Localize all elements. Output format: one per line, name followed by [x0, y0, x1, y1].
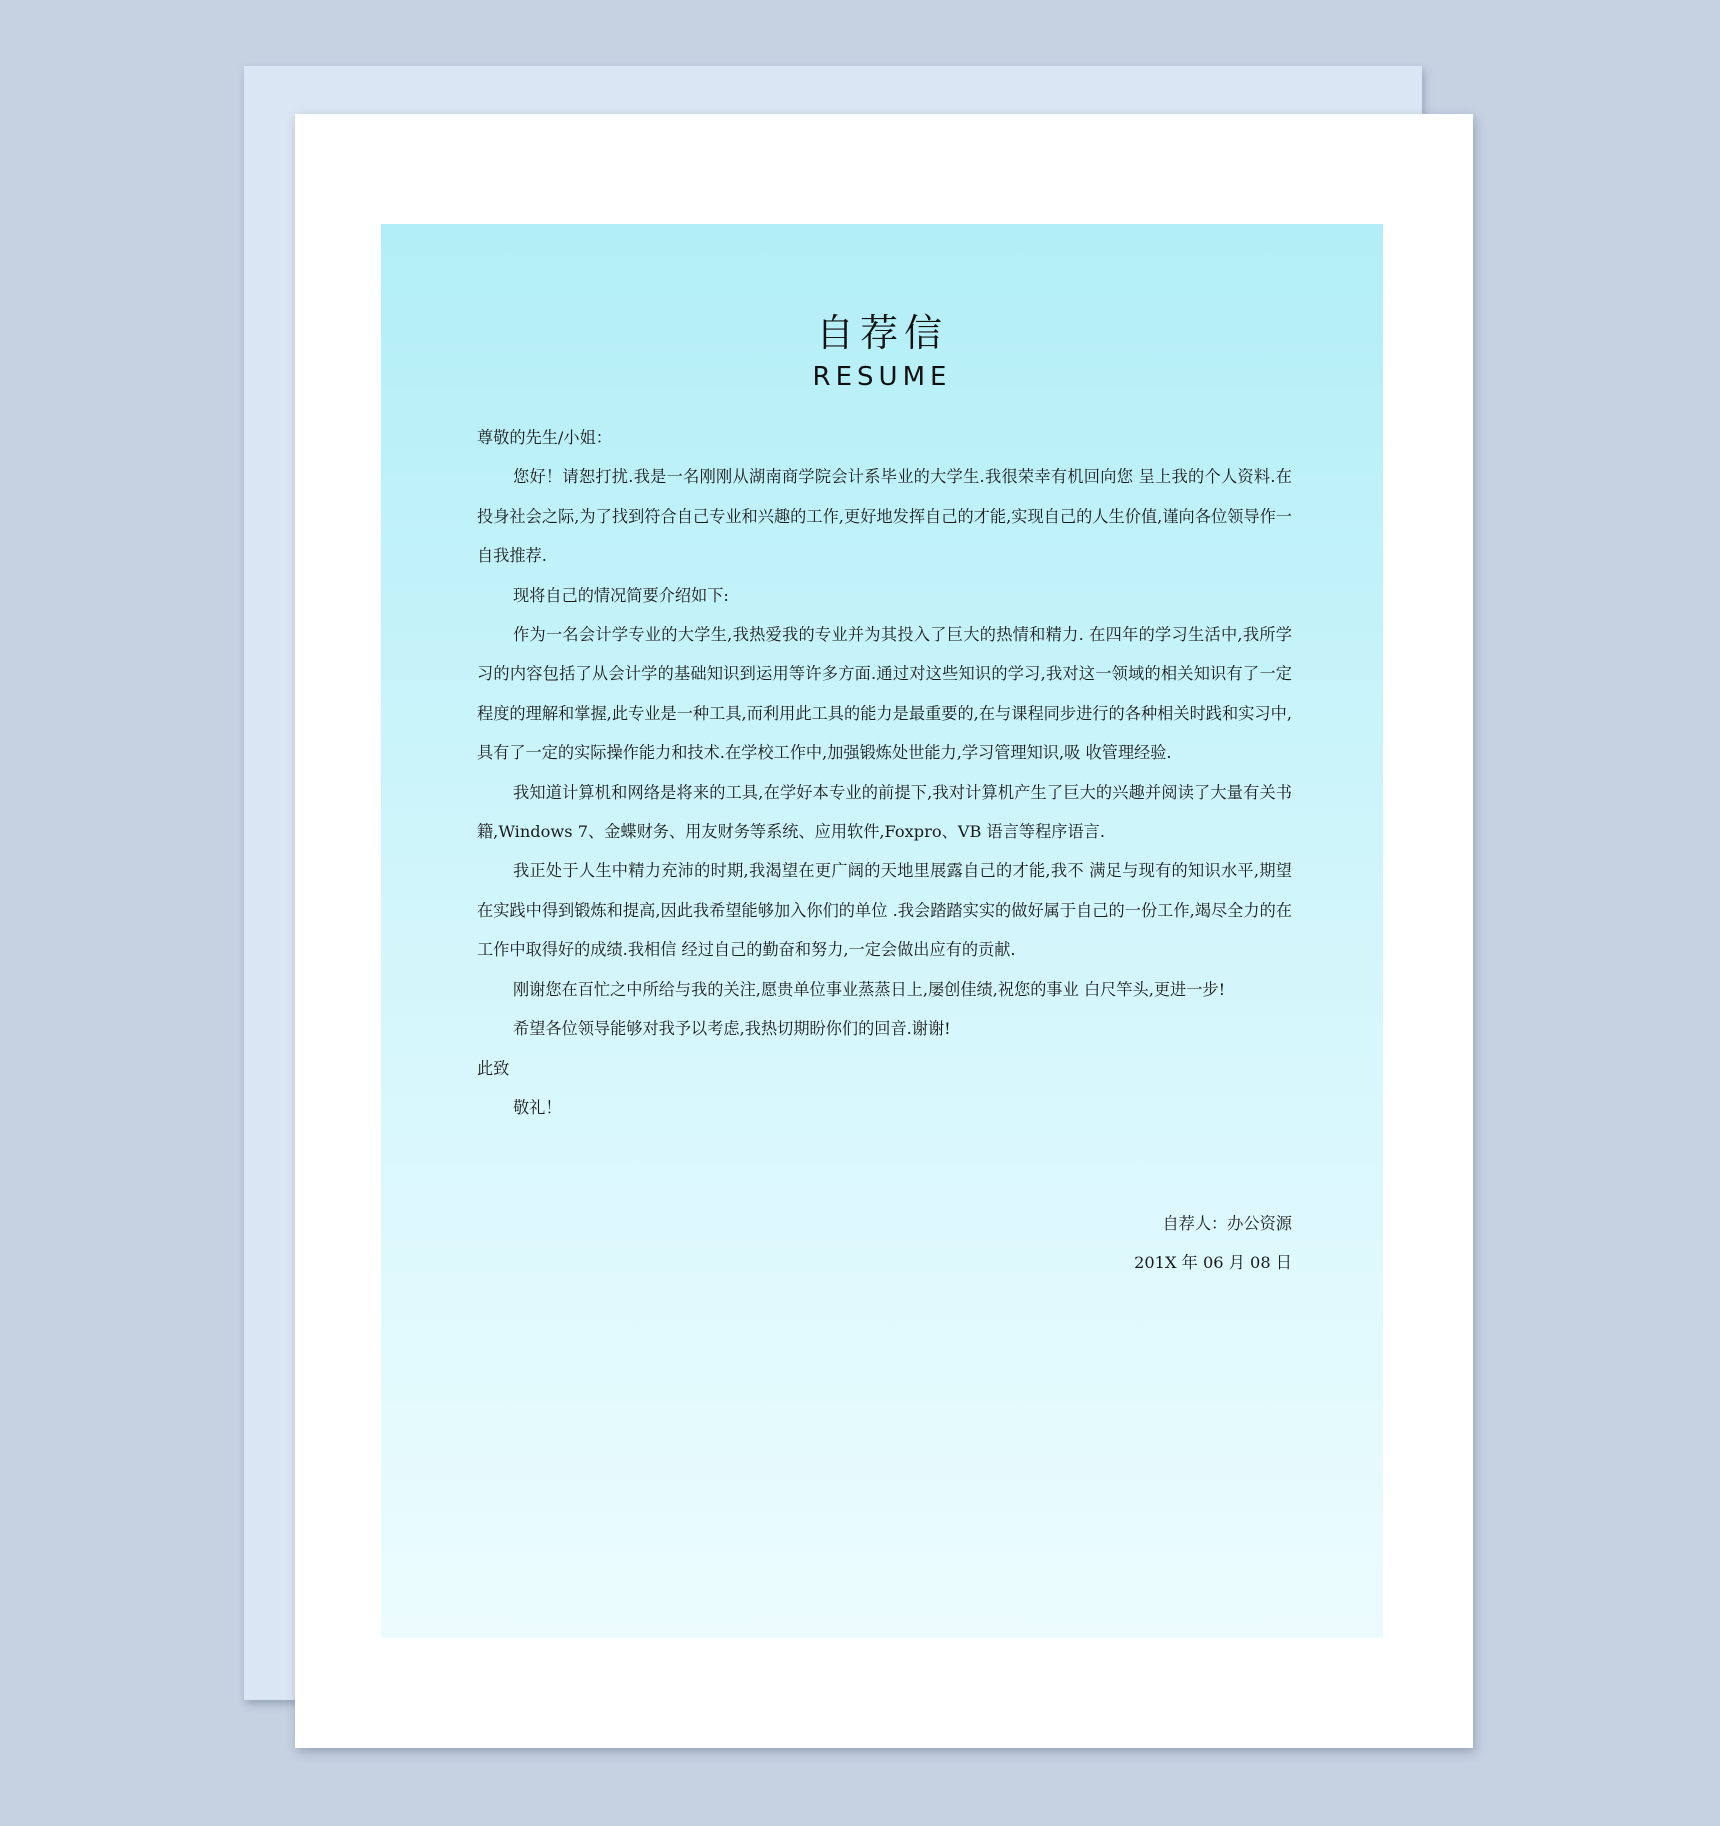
letter-subtitle: RESUME	[812, 362, 952, 392]
paragraph-aspiration: 我正处于人生中精力充沛的时期,我渴望在更广阔的天地里展露自己的才能,我不 满足与现有的知识水平,期望在实践中得到锻炼和提高,因此我希望能够加入你们的单位 .我会踏踏实实的做好属于自己的一份工作,竭尽全力的在工作中取得好的成绩.我相信 经过自己的勤奋和努力,一定会做出应有的贡献.	[477, 861, 1292, 960]
paragraph-computer-skills: 我知道计算机和网络是将来的工具,在学好本专业的前提下,我对计算机产生了巨大的兴趣并阅读了大量有关书籍,Windows 7、金蝶财务、用友财务等系统、应用软件,Foxpro、VB 语言等程序语言.	[477, 782, 1292, 842]
paragraph-thanks: 刚谢您在百忙之中所给与我的关注,愿贵单位事业蒸蒸日上,屡创佳绩,祝您的事业 白尺竿头,更进一步!	[513, 979, 1226, 999]
letter-body	[477, 418, 1292, 1127]
front-paper-sheet	[295, 114, 1473, 1748]
closing-line-1: 此致	[477, 1058, 510, 1078]
paragraph-education: 作为一名会计学专业的大学生,我热爱我的专业并为其投入了巨大的热情和精力. 在四年的学习生活中,我所学习的内容包括了从会计学的基础知识到运用等许多方面.通过对这些知识的学习,我对这一领域的相关知识有了一定程度的理解和掌握,此专业是一种工具,而利用此工具的能力是最重要的,在与课程同步进行的各种相关时践和实习中, 具有了一定的实际操作能力和技术.在学校工作中,加强锻炼处世能力,学习管理知识,吸 收管理经验.	[477, 625, 1292, 763]
letter-panel	[381, 224, 1383, 1638]
closing-line-2: 敬礼！	[513, 1097, 562, 1117]
signature-block	[1134, 1204, 1292, 1283]
paragraph-request: 希望各位领导能够对我予以考虑,我热切期盼你们的回音.谢谢!	[513, 1019, 951, 1039]
letter-title: 自荐信	[815, 311, 948, 355]
paragraph-greeting: 您好！请恕打扰.我是一名刚刚从湖南商学院会计系毕业的大学生.我很荣幸有机回向您 呈上我的个人资料.在投身社会之际,为了找到符合自己专业和兴趣的工作,更好地发挥自己的才能,实现自己的人生价值,谨向各位领导作一自我推荐.	[477, 467, 1292, 566]
paragraph-intro: 现将自己的情况简要介绍如下:	[513, 585, 729, 605]
signature-date: 201X 年 06 月 08 日	[1134, 1253, 1292, 1273]
salutation: 尊敬的先生/小姐：	[477, 428, 612, 447]
signature-name: 自荐人：办公资源	[1162, 1214, 1292, 1233]
